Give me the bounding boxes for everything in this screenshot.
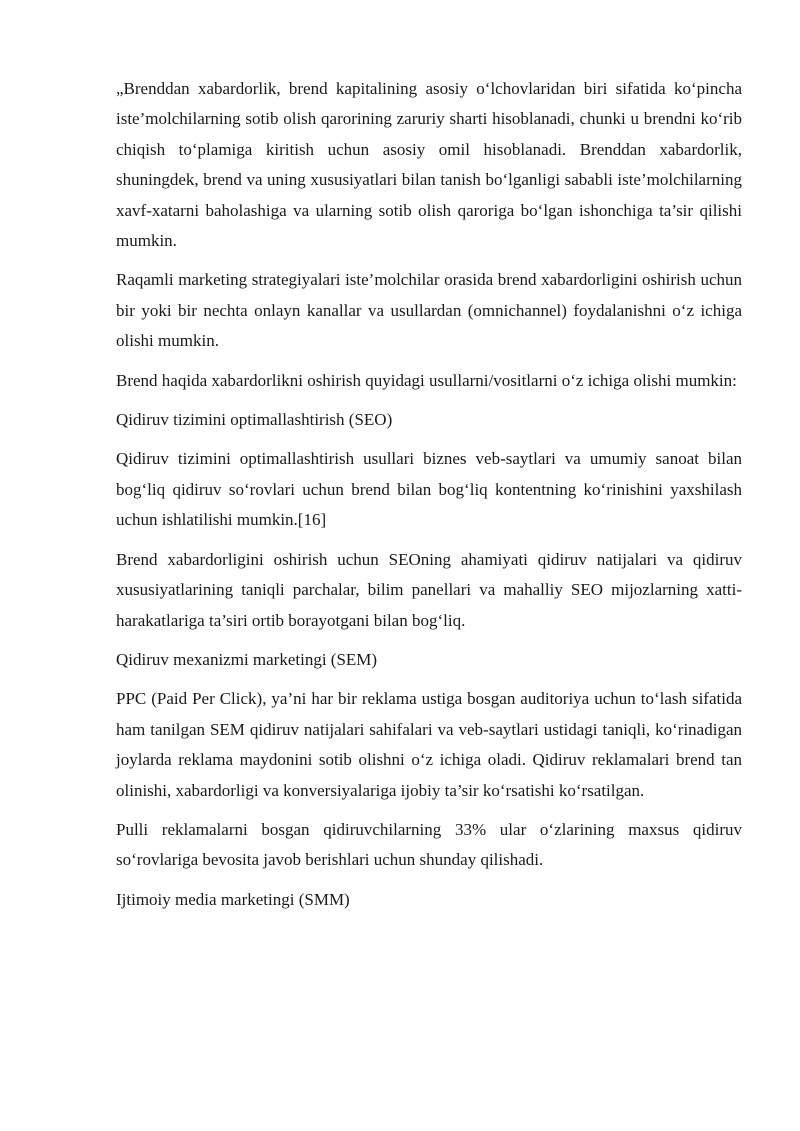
document-page [116,74,742,924]
heading-seo: Qidiruv tizimini optimallashtirish (SEO) [116,410,393,430]
paragraph-seo-methods: Qidiruv tizimini optimallashtirish usullari biznes veb-saytlari va umumiy sanoat bilan bog‘liq qidiruv so‘rovlari uchun brend bilan bog‘liq kontentning ko‘rinishini yaxshilash uchun ishlatilishi mumkin.[16] [116,449,742,530]
paragraph-digital-strategies: Raqamli marketing strategiyalari iste’molchilar orasida brend xabardorligini oshirish uchun bir yoki bir nechta onlayn kanallar va usullardan (omnichannel) foydalanishni o‘z ichiga olishi mumkin. [116,270,742,351]
paragraph-paid-ads-stat: Pulli reklamalarni bosgan qidiruvchilarning 33% ular o‘zlarining maxsus qidiruv so‘rovlariga bevosita javob berishlari uchun shunday qilishadi. [116,819,742,870]
paragraph-seo-importance: Brend xabardorligini oshirish uchun SEOning ahamiyati qidiruv natijalari va qidiruv xususiyatlarining taniqli parchalar, bilim panellari va mahalliy SEO mijozlarning xatti-harakatlariga ta’siri ortib borayotgani bilan bog‘liq. [116,549,742,630]
paragraph-methods-intro: Brend haqida xabardorlikni oshirish quyidagi usullarni/vositlarni o‘z ichiga olishi mumkin: [116,370,737,390]
heading-smm: Ijtimoiy media marketingi (SMM) [116,889,350,909]
heading-sem: Qidiruv mexanizmi marketingi (SEM) [116,649,378,669]
paragraph-brand-awareness: „Brenddan xabardorlik, brend kapitalining asosiy o‘lchovlaridan biri sifatida ko‘pincha iste’molchilarning sotib olish qarorining zaruriy sharti hisoblanadi, chunki u brendni ko‘rib chiqish to‘plamiga kiritish uchun asosiy omil hisoblanadi. Brenddan xabardorlik, shuningdek, brend va uning xususiyatlari bilan tanish bo‘lganligi sababli iste’molchilarning xavf-xatarni baholashiga va ularning sotib olish qaroriga bo‘lgan ishonchiga ta’sir qilishi mumkin. [116,79,742,251]
paragraph-sem-ppc: PPC (Paid Per Click), ya’ni har bir reklama ustiga bosgan auditoriya uchun to‘lash sifatida ham tanilgan SEM qidiruv natijalari sahifalari va veb-saytlari ustidagi taniqli, ko‘rinadigan joylarda reklama maydonini sotib olishni o‘z ichiga oladi. Qidiruv reklamalari brend tan olinishi, xabardorligi va konversiyalariga ijobiy ta’sir ko‘rsatishi ko‘rsatilgan. [116,689,742,800]
